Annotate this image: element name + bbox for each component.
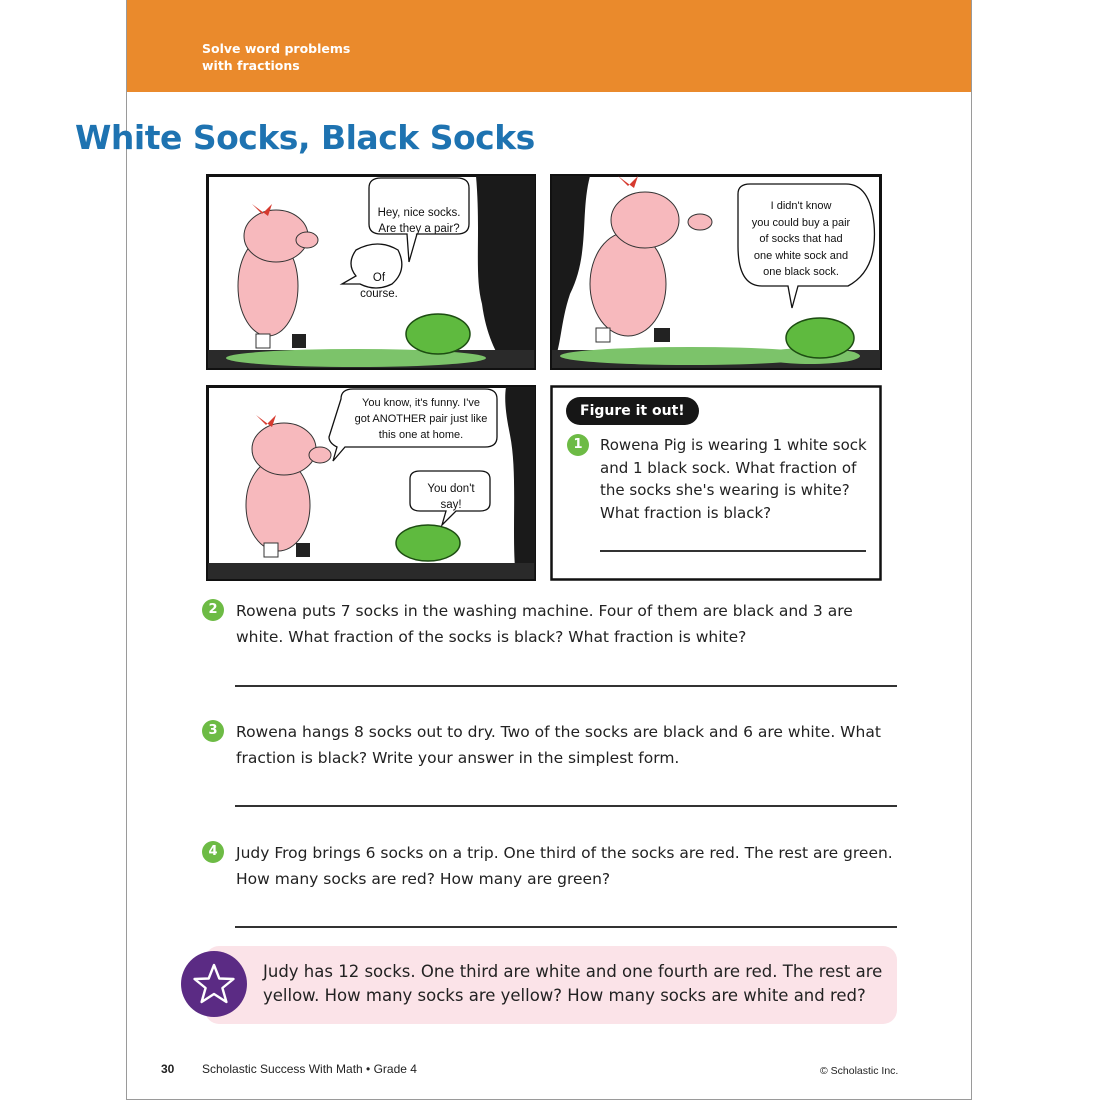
speech-line: Are they a pair? [378,223,460,235]
speech-line: one white sock and [753,249,849,262]
speech-line: this one at home. [378,429,464,441]
speech-line: Hey, nice socks. [377,207,461,219]
question-number-1: 1 [567,434,589,456]
copyright: © Scholastic Inc. [820,1065,899,1077]
speech-line: say! [440,499,462,511]
answer-line-2[interactable] [235,685,897,687]
speech-line: I didn't know [770,200,832,212]
page-number: 30 [161,1062,175,1076]
question-1-text: Rowena Pig is wearing 1 white sock and 1 black sock. What fraction of the socks she's wearing is white? What fraction is black? [600,436,867,522]
book-title: Scholastic Success With Math • Grade 4 [202,1062,417,1076]
speech-line: of socks that had [759,233,843,245]
speech-line: you could buy a pair [751,216,851,229]
panel-2-speech-1 [742,198,860,281]
panel-3-speech-2 [416,481,486,513]
skill-tag-line-1: Solve word problems [202,41,351,56]
question-number-3: 3 [202,720,224,742]
answer-line-1[interactable] [600,550,866,552]
question-3-text: Rowena hangs 8 socks out to dry. Two of the socks are black and 6 are white. What fraction is black? Write your answer in the simplest form. [236,723,881,767]
question-number-2: 2 [202,599,224,621]
comic-panel-2 [550,174,882,370]
speech-line: course. [360,288,398,300]
speech-line: one black sock. [763,266,839,278]
page-title: White Socks, Black Socks [75,118,535,157]
star-icon [181,951,247,1017]
answer-line-4[interactable] [235,926,897,928]
panel-1-speech-1 [374,205,464,237]
speech-line: Of [372,272,386,284]
panel-3-speech-1 [346,395,496,443]
skill-tag-line-2: with fractions [202,58,300,73]
question-4-text: Judy Frog brings 6 socks on a trip. One third of the socks are red. The rest are green. How many socks are red? How many are green? [236,844,893,888]
answer-line-3[interactable] [235,805,897,807]
panel-1-speech-2 [354,270,404,302]
question-number-4: 4 [202,841,224,863]
comic-panel-1 [206,174,536,370]
figure-it-out-label: Figure it out! [566,397,699,425]
challenge-text: Judy has 12 socks. One third are white and one fourth are red. The rest are yellow. How many socks are yellow? How many socks are white and red? [263,962,883,1005]
speech-line: got ANOTHER pair just like [354,413,488,425]
speech-line: You don't [427,483,475,495]
speech-line: You know, it's funny. I've [362,397,480,409]
comic-panel-3 [206,385,536,581]
question-2-text: Rowena puts 7 socks in the washing machine. Four of them are black and 3 are white. What fraction of the socks is black? What fraction is white? [236,602,853,646]
header-bar [127,0,971,92]
skill-tag [202,40,350,74]
challenge-badge [181,951,247,1017]
